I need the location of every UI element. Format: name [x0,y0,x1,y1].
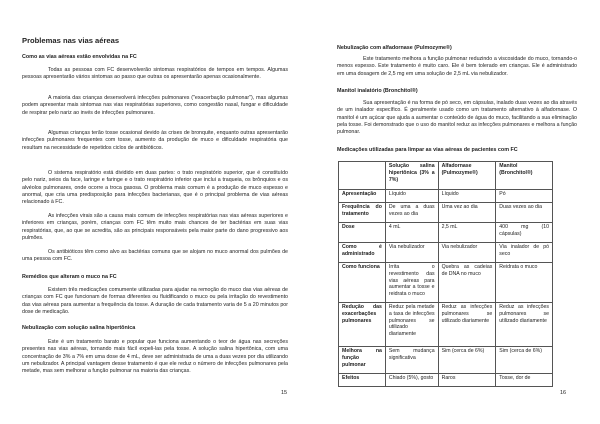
table-row [339,223,553,243]
table-cell: 2,5 mL [438,223,496,243]
paragraph: O sistema respiratório está dividido em duas partes: o trato respiratório superior, que é constituído pelo nariz, seios da face, laringe e faringe e o trato respiratório inferior que inclui a traqueia, os brônquios e os alvéolos pulmonares, onde ocorre a troca gasosa. O problema mais comum é a produção de muco espesso e anormal, que cria uma predisposição para infecções bacterianas, que é o principal problema de vias aéreas relacionado à FC. [22,170,288,206]
table-cell: Duas vezes ao dia [496,203,553,223]
table-header-cell [339,162,386,190]
table-cell: Via nebulizador [385,243,438,263]
table-cell: Via inalador de pó seco [496,243,553,263]
table-cell: Chiado (5%), gosto [385,374,438,387]
table-row [339,303,553,347]
row-label: Como funciona [339,263,386,303]
table-cell: Líquido [438,190,496,203]
row-label: Como é administrado [339,243,386,263]
table-cell: 4 mL [385,223,438,243]
table-cell: Uma vez ao dia [438,203,496,223]
table-header-cell: Alfadornase (Pulmozyme®) [438,162,496,190]
row-label: Efeitos [339,374,386,387]
paragraph: Este tratamento melhora a função pulmonar reduzindo a viscosidade do muco, tornando-o menos espesso. Este tratamento é muito caro. Ele é bem tolerado em crianças. Ele é administrado em uma dosagem de 2,5 mg em uma solução de 2,5 mL via nebulizador. [337,56,577,77]
paragraph: As infecções virais são a causa mais comum de infecções respiratórias nas vias aéreas superiores e inferiores em crianças, porém, crianças com FC têm muito mais chances de ter bactérias em suas vias respiratórias, que, ao que se acredita, são as principais responsáveis pela maior parte do dano progressivo aos pulmões. [22,213,288,241]
table-row [339,203,553,223]
row-label: Melhora na função pulmonar [339,347,386,374]
section-heading-airways: Como as vias aéreas estão envolvidas na FC [22,54,137,60]
paragraph: Existem três medicações comumente utilizadas para ajudar na remoção do muco das vias aéreas de crianças com FC que funcionam de formas diferentes ou fluidificando o muco ou pela irritação do revestimento das vias aéreas para aumentar a frequência da tosse. A duração de cada tratamento varia de 5 a 20 minutos por dose de medicação. [22,287,288,315]
row-label: Frequência do tratamento [339,203,386,223]
table-cell: Sem mudança significativa [385,347,438,374]
table-heading: Medicações utilizadas para limpar as vias aéreas de pacientes com FC [337,147,518,153]
table-cell: Reduz as infecções pulmonares se utilizado diariamente [438,303,496,347]
table-row [339,190,553,203]
section-heading-dornase: Nebulização com alfadornase (Pulmozyme®) [337,45,452,51]
table-header-row [339,162,553,190]
table-cell: Líquido [385,190,438,203]
section-heading-mannitol: Manitol inalatório (Bronchitol®) [337,88,418,94]
section-heading-saline: Nebulização com solução salina hipertônica [22,325,136,331]
table-cell: 400 mg (10 cápsulas) [496,223,553,243]
table-cell: Quebra as cadeias de DNA no muco [438,263,496,303]
paragraph: Algumas crianças terão tosse ocasional devido às crises de bronquite, enquanto outras apresentarão infecções pulmonares frequentes com tosse, aumento da produção de muco e dificuldade respiratória que resultam na necessidade de repetidos ciclos de antibióticos. [22,130,288,151]
table-header-cell: Solução salina hipertônica (3% a 7%) [385,162,438,190]
page-number: 15 [281,390,288,396]
table-cell: Via nebulizador [438,243,496,263]
paragraph: Todas as pessoas com FC desenvolverão sintomas respiratórios de tempos em tempos. Algumas pessoas apresentarão vários sintomas ao passo que outras os apresentarão apenas ocasionalmente. [22,67,288,81]
table-cell: Reidrata o muco [496,263,553,303]
table-cell: De uma a duas vezes ao dia [385,203,438,223]
row-label: Dose [339,223,386,243]
table-cell: Sim (cerca de 6%) [496,347,553,374]
table-cell: Raros [438,374,496,387]
table-cell: Reduz as infecções pulmonares se utilizado diariamente [496,303,553,347]
table-cell: Irrita o revestimento das vias aéreas para aumentar a tosse e reidrata o muco [385,263,438,303]
table-row [339,374,553,387]
table-row [339,347,553,374]
table-cell: Tosse, dor de [496,374,553,387]
table-cell: Sim (cerca de 6%) [438,347,496,374]
row-label: Apresentação [339,190,386,203]
table-header-cell: Manitol (Bronchitol®) [496,162,553,190]
paragraph: Os antibióticos têm como alvo as bactérias comuns que se alojam no muco anormal dos pulmões de uma pessoa com FC. [22,249,288,263]
paragraph: Sua apresentação é na forma de pó seco, em cápsulas, inalado duas vezes ao dia através de um inalador específico. É geralmente usado como um tratamento alternativo à alfadornase. O manitol é um açúcar que ajuda a aumentar o conteúdo de água do muco, facilitando a sua eliminação pela tosse. Foi demonstrado que o uso do manitol reduz as infecções pulmonares e melhora a função pulmonar. [337,100,577,136]
page-number: 16 [560,390,567,396]
row-label: Redução das exacerbações pulmonares [339,303,386,347]
table-row [339,263,553,303]
table-cell: Pó [496,190,553,203]
section-heading-remedies: Remédios que alteram o muco na FC [22,274,117,280]
paragraph: A maioria das crianças desenvolverá infecções pulmonares ("exacerbação pulmonar"), mas algumas podem apresentar mais sintomas nas vias respiratórias superiores, como congestão nasal, fungar e dificuldade de respirar pelo nariz ao invés de infecções pulmonares. [22,95,288,116]
table-row [339,243,553,263]
page-title: Problemas nas vias aéreas [22,36,120,45]
paragraph: Este é um tratamento barato e popular que funciona aumentando o teor de água nas secreções presentes nas vias aéreas, tornando mais fácil expeli-las pela tosse. A solução salina hipertônica, com uma concentração de 3% a 7% em uma dose de 4 mL, deve ser administrada de uma a duas vezes por dia utilizando um nebulizador. A principal vantagem desse tratamento é que ele reduz o número de infecções pulmonares pela metade, mas sem melhorar a função pulmonar na maioria das crianças. [22,339,288,375]
table-cell: Reduz pela metade a taxa de infecções pulmonares se utilizado diariamente [385,303,438,347]
medications-table [338,161,553,387]
